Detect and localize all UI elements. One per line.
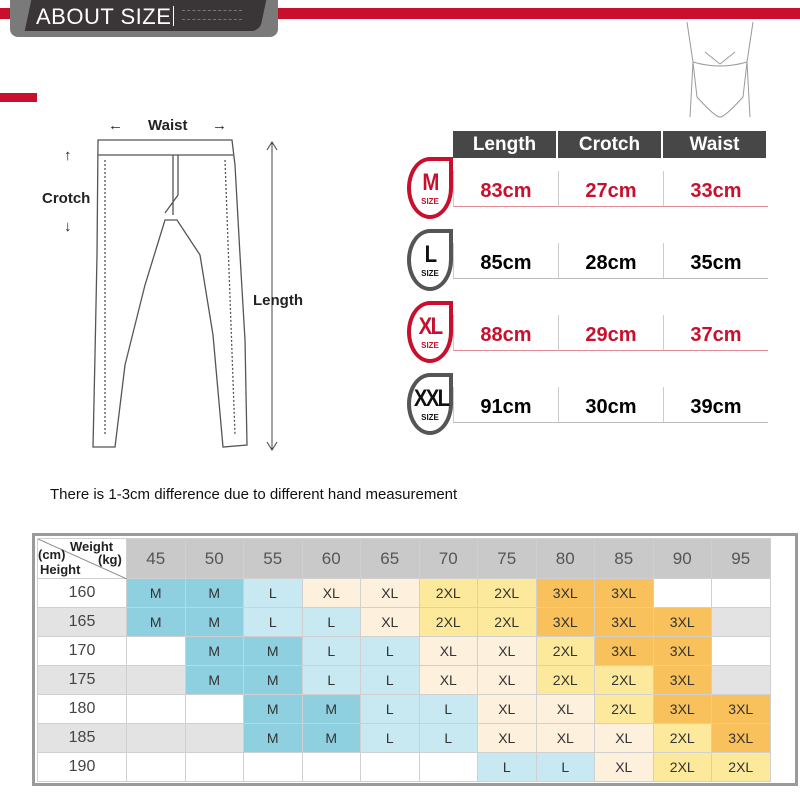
weight-header: 60 <box>302 539 361 579</box>
size-cell: 3XL <box>536 608 595 637</box>
table-row <box>38 753 771 782</box>
size-cell <box>653 579 712 608</box>
size-value-cell: 35cm <box>663 243 768 279</box>
size-value-cell: 30cm <box>558 387 663 423</box>
size-badge <box>407 301 453 363</box>
size-recommendation-table <box>37 538 771 782</box>
arrow-down-icon: ↓ <box>64 218 72 235</box>
height-cell: 180 <box>38 695 127 724</box>
height-cell: 185 <box>38 724 127 753</box>
size-cell: XL <box>536 724 595 753</box>
size-cell: 3XL <box>595 579 654 608</box>
size-cell: 2XL <box>595 666 654 695</box>
size-cell: 3XL <box>536 579 595 608</box>
weight-header: 90 <box>653 539 712 579</box>
weight-label: Weight <box>70 539 114 554</box>
table-row <box>38 637 771 666</box>
column-header-length: Length <box>453 131 558 158</box>
size-cell: XL <box>478 637 537 666</box>
size-cell: 3XL <box>653 666 712 695</box>
size-value-cell: 37cm <box>663 315 768 351</box>
size-cell <box>185 753 244 782</box>
size-value-cell: 33cm <box>663 171 768 207</box>
height-cell: 160 <box>38 579 127 608</box>
size-value-cell: 91cm <box>453 387 558 423</box>
size-cell: XL <box>595 724 654 753</box>
weight-header: 85 <box>595 539 654 579</box>
page-title: ABOUT SIZE <box>36 4 172 29</box>
size-cell: 2XL <box>712 753 771 782</box>
size-cell <box>127 724 186 753</box>
size-cell: L <box>302 608 361 637</box>
size-cell <box>302 753 361 782</box>
size-cell: XL <box>595 753 654 782</box>
size-cell: 2XL <box>536 666 595 695</box>
size-cell: XL <box>361 579 420 608</box>
arrow-up-icon: ↑ <box>64 147 72 164</box>
size-value-cell: 83cm <box>453 171 558 207</box>
size-cell: L <box>361 724 420 753</box>
corner-header <box>38 539 127 579</box>
kg-label: (kg) <box>98 552 122 567</box>
size-cell: M <box>244 666 303 695</box>
table-row <box>38 724 771 753</box>
cm-label: (cm) <box>38 547 66 562</box>
size-cell: XL <box>419 637 478 666</box>
size-cell: L <box>419 695 478 724</box>
size-cell: 3XL <box>653 695 712 724</box>
size-cell: 3XL <box>595 608 654 637</box>
size-badge <box>407 229 453 291</box>
size-cell: 3XL <box>595 637 654 666</box>
pants-diagram <box>85 135 260 455</box>
size-cell: XL <box>478 724 537 753</box>
table-row <box>38 579 771 608</box>
size-cell: L <box>536 753 595 782</box>
size-cell: M <box>244 695 303 724</box>
height-cell: 170 <box>38 637 127 666</box>
size-value-cell: 28cm <box>558 243 663 279</box>
size-cell: XL <box>361 608 420 637</box>
height-cell: 190 <box>38 753 127 782</box>
size-cell <box>419 753 478 782</box>
size-cell: 3XL <box>653 637 712 666</box>
size-cell: M <box>185 637 244 666</box>
size-value-cell: 85cm <box>453 243 558 279</box>
length-label: Length <box>253 292 303 309</box>
size-cell <box>127 637 186 666</box>
size-cell: XL <box>478 666 537 695</box>
size-value-cell: 88cm <box>453 315 558 351</box>
size-cell: M <box>185 579 244 608</box>
height-cell: 165 <box>38 608 127 637</box>
size-cell: 3XL <box>653 608 712 637</box>
weight-header: 65 <box>361 539 420 579</box>
weight-header: 70 <box>419 539 478 579</box>
arrow-left-icon: ← <box>108 117 123 134</box>
size-cell: 3XL <box>712 695 771 724</box>
size-badge <box>407 373 453 435</box>
arrow-right-icon: → <box>212 117 227 134</box>
weight-header: 75 <box>478 539 537 579</box>
size-value-cell: 27cm <box>558 171 663 207</box>
size-cell: L <box>478 753 537 782</box>
size-cell: M <box>244 637 303 666</box>
size-badge-sub: SIZE <box>421 197 439 206</box>
size-cell <box>361 753 420 782</box>
size-cell: M <box>302 724 361 753</box>
size-badge-sub: SIZE <box>421 413 439 422</box>
size-cell: L <box>302 637 361 666</box>
size-cell <box>127 753 186 782</box>
height-cell: 175 <box>38 666 127 695</box>
weight-header: 45 <box>127 539 186 579</box>
table-row <box>38 666 771 695</box>
size-value-cell: 39cm <box>663 387 768 423</box>
size-cell: M <box>185 666 244 695</box>
size-badge-sub: SIZE <box>421 269 439 278</box>
weight-header: 55 <box>244 539 303 579</box>
size-cell <box>712 637 771 666</box>
size-cell: M <box>302 695 361 724</box>
size-cell: XL <box>478 695 537 724</box>
size-cell: XL <box>419 666 478 695</box>
size-cell: L <box>244 579 303 608</box>
size-cell: 2XL <box>653 753 712 782</box>
size-badge <box>407 157 453 219</box>
size-cell <box>185 724 244 753</box>
size-badge-label: L <box>424 241 436 268</box>
size-cell: 3XL <box>712 724 771 753</box>
size-badge-sub: SIZE <box>421 341 439 350</box>
column-header-crotch: Crotch <box>558 131 663 158</box>
size-cell: 2XL <box>478 608 537 637</box>
weight-header: 95 <box>712 539 771 579</box>
crotch-label: Crotch <box>42 190 91 207</box>
size-cell: M <box>185 608 244 637</box>
body-illustration <box>665 22 775 122</box>
size-cell: 2XL <box>419 579 478 608</box>
size-cell <box>127 666 186 695</box>
size-cell: L <box>361 666 420 695</box>
brand-logo <box>182 10 242 20</box>
size-cell: M <box>244 724 303 753</box>
height-label: Height <box>40 562 81 577</box>
size-cell <box>127 695 186 724</box>
size-cell: 2XL <box>478 579 537 608</box>
column-header-waist: Waist <box>663 131 768 158</box>
size-cell: L <box>361 637 420 666</box>
size-cell <box>712 579 771 608</box>
size-badge-label: XL <box>418 313 442 340</box>
waist-label: Waist <box>148 117 188 134</box>
size-value-cell: 29cm <box>558 315 663 351</box>
table-row <box>38 695 771 724</box>
size-cell: 2XL <box>536 637 595 666</box>
size-cell: M <box>127 579 186 608</box>
size-cell: L <box>244 608 303 637</box>
size-badge-label: XXL <box>413 385 449 412</box>
weight-header: 50 <box>185 539 244 579</box>
size-cell: L <box>302 666 361 695</box>
size-cell <box>185 695 244 724</box>
size-cell: L <box>419 724 478 753</box>
weight-header: 80 <box>536 539 595 579</box>
measurement-note: There is 1-3cm difference due to different hand measurement <box>50 486 458 503</box>
size-cell <box>712 666 771 695</box>
accent-bar <box>0 93 37 102</box>
size-cell: 2XL <box>595 695 654 724</box>
size-cell: XL <box>536 695 595 724</box>
divider <box>173 6 174 26</box>
size-cell <box>244 753 303 782</box>
table-row <box>38 608 771 637</box>
size-cell: XL <box>302 579 361 608</box>
size-cell: M <box>127 608 186 637</box>
size-cell <box>712 608 771 637</box>
size-cell: 2XL <box>419 608 478 637</box>
size-cell: L <box>361 695 420 724</box>
size-badge-label: M <box>422 169 438 196</box>
size-cell: 2XL <box>653 724 712 753</box>
